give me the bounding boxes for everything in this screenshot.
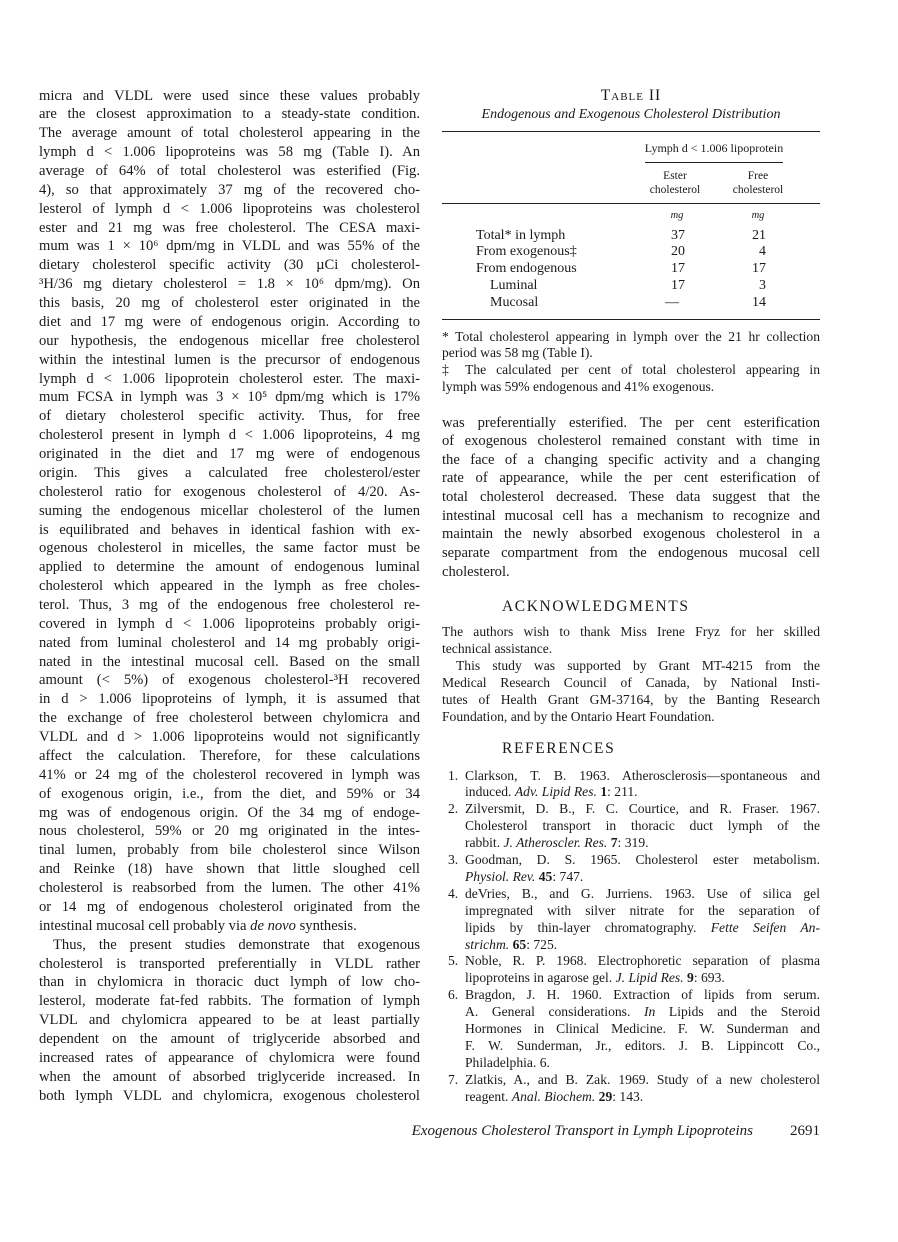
row-label: From exogenous‡: [476, 244, 577, 260]
body-text-line: tinal lumen, probably from bile cholesterol since Wilson: [39, 842, 420, 859]
body-text-line: cholesterol which appeared in the lymph as free choles-: [39, 578, 420, 595]
body-text-line: covered in lymph d < 1.006 lipoproteins probably origi-: [39, 615, 420, 632]
reference-number: 3.: [448, 852, 459, 867]
body-text-line: nated in the intestinal mucosal cell. Based on the small: [39, 653, 420, 670]
table-title: Endogenous and Exogenous Cholesterol Distribution: [481, 107, 781, 122]
body-text-line: origin. This gives a calculated free cholesterol/ester: [39, 464, 420, 481]
reference-line: impregnated with silver nitrate for the separation of: [465, 902, 820, 918]
page-number: 2691: [790, 1123, 820, 1139]
body-text-line: terol. Thus, 3 mg of the endogenous free cholesterol re-: [39, 596, 420, 613]
body-text-line: VLDL and d > 1.006 lipoproteins would not significantly: [39, 729, 420, 746]
body-text-line: intestinal mucosal cell has a mechanism to recognize and: [442, 507, 820, 524]
body-text-line: increased rates of appearance of chylomicra were found: [39, 1049, 420, 1066]
cell-free: 4: [759, 244, 766, 260]
body-text-line: cholesterol is transported preferentially in VLDL rather: [39, 955, 420, 972]
acknowledgments-heading: ACKNOWLEDGMENTS: [502, 598, 690, 615]
body-text-line: affect the calculation. Therefore, for these calculations: [39, 747, 420, 764]
body-text-line: both lymph VLDL and chylomicra, exogenous cholesterol: [39, 1087, 420, 1104]
footnote-line: ‡ The calculated per cent of total cholesterol appearing in: [442, 362, 820, 378]
group-header-rule: [645, 162, 783, 163]
cell-free: 21: [752, 227, 766, 243]
body-text-line: lesterol of lymph d < 1.006 lipoproteins was cholesterol: [39, 200, 420, 217]
reference-line: Hormones in Clinical Medicine. F. W. Sunderman and: [465, 1021, 820, 1036]
unit-free: mg: [751, 210, 765, 221]
reference-number: 1.: [448, 767, 459, 783]
cell-ester: 17: [671, 261, 685, 277]
body-text-line: of dietary cholesterol specific activity. Thus, for free: [39, 408, 420, 425]
body-text-line: are the closest approximation to a steady-state condition.: [39, 106, 420, 123]
body-text-line: lesterol, moderate fat-fed rabbits. The formation of lymph: [39, 993, 420, 1010]
reference-line: induced. Adv. Lipid Res. 1: 211.: [465, 784, 638, 800]
body-text-line: originated in the diet and 17 mg were of endogenous: [39, 446, 420, 463]
body-text-line: mum FCSA in lymph was 3 × 10⁵ dpm/mg which is 17%: [39, 389, 420, 406]
footnote-line: * Total cholesterol appearing in lymph over the 21 hr collection: [442, 328, 820, 344]
body-text-line: dependent on the amount of triglyceride absorbed and: [39, 1031, 420, 1047]
cell-free: 14: [752, 294, 766, 310]
table-bottom-rule: [442, 319, 820, 320]
body-text-line: dietary cholesterol specific activity (30 µCi cholesterol-: [39, 257, 420, 274]
references-heading: REFERENCES: [502, 740, 616, 757]
reference-line: reagent. Anal. Biochem. 29: 143.: [465, 1088, 644, 1104]
body-text-line: diet and 17 mg were of endogenous origin. According to: [39, 313, 420, 330]
reference-line: Philadelphia. 6.: [465, 1054, 550, 1070]
body-text-line: in d > 1.006 lipoproteins of lymph, it is assumed that: [39, 691, 420, 708]
row-label: Total* in lymph: [476, 227, 566, 243]
body-text-line: nated from luminal cholesterol and 14 mg probably origi-: [39, 634, 420, 651]
body-text-line: mum was 1 × 10⁶ dpm/mg in VLDL and was 55% of the: [39, 238, 420, 255]
table-group-header: Lymph d < 1.006 lipoprotein: [644, 141, 784, 155]
reference-line: Clarkson, T. B. 1963. Atherosclerosis—spontaneous and: [465, 767, 820, 783]
body-text-line: amount (< 5%) of exogenous cholesterol-³H recovered: [39, 672, 420, 689]
acknowledgment-line: Foundation, and by the Ontario Heart Foundation.: [442, 708, 715, 724]
acknowledgment-line: technical assistance.: [442, 640, 553, 656]
body-text-line: and Reinke (18) have shown that little sloughed cell: [39, 861, 420, 878]
reference-number: 4.: [448, 885, 459, 901]
acknowledgment-line: The authors wish to thank Miss Irene Fryz for her skilled: [442, 623, 820, 639]
reference-line: deVries, B., and G. Jurriens. 1963. Use of silica gel: [465, 885, 820, 901]
reference-line: Bragdon, J. H. 1960. Extraction of lipids from serum.: [465, 987, 820, 1003]
col-header-ester-1: Ester: [663, 170, 687, 182]
body-text-line: mg was of endogenous origin. Of the 34 mg of endoge-: [39, 804, 420, 821]
body-text-line: suming the endogenous micellar cholesterol of the lumen: [39, 502, 420, 519]
row-label: From endogenous: [476, 261, 577, 277]
body-text-line: 4), so that approximately 37 mg of the recovered cho-: [39, 181, 420, 198]
table-top-rule: [442, 131, 820, 132]
row-label: Luminal: [490, 277, 538, 293]
body-text-line: than in chylomicra in thoracic duct lymph of low cho-: [39, 974, 420, 991]
body-text-line: cholesterol present in lymph d < 1.006 lipoproteins, 4 mg: [39, 427, 420, 444]
body-text-line: ester and 21 mg was free cholesterol. The CESA maxi-: [39, 219, 420, 236]
reference-line: F. W. Sunderman, Jr., editors. J. B. Lippincott Co.,: [465, 1037, 820, 1053]
reference-number: 7.: [448, 1071, 459, 1087]
body-text-line: when the amount of absorbed triglyceride increased. In: [39, 1068, 420, 1085]
body-text-line: ogenous cholesterol in micelles, the same factor must be: [39, 540, 420, 557]
reference-line: Noble, R. P. 1968. Electrophoretic separation of plasma: [465, 953, 820, 969]
body-text-line: separate compartment from the endogenous mucosal cell: [442, 545, 820, 562]
body-text-line: nous cholesterol, 59% or 20 mg originated in the intes-: [39, 823, 420, 840]
reference-line: strichm. 65: 725.: [465, 936, 558, 952]
reference-line: Cholesterol transport in thoracic duct lymph of the: [465, 818, 820, 834]
table-header-rule: [442, 203, 820, 204]
reference-line: Zilversmit, D. B., F. C. Courtice, and R. Fraser. 1967.: [465, 801, 820, 817]
body-text-line: the face of a changing specific activity and a changing: [442, 451, 820, 468]
body-text-line: rate of appearance, while the per cent esterification of: [442, 470, 820, 487]
reference-number: 2.: [448, 801, 459, 817]
footnote-line: lymph was 59% endogenous and 41% exogenous.: [442, 379, 715, 395]
body-text-line: cholesterol ratio for exogenous cholesterol of 4/20. As-: [39, 483, 420, 500]
body-text-line: cholesterol.: [442, 563, 510, 580]
reference-line: Goodman, D. S. 1965. Cholesterol ester metabolism.: [465, 852, 820, 867]
table-label: Table II: [600, 87, 662, 104]
cell-free: 3: [759, 277, 766, 293]
body-text-line: Thus, the present studies demonstrate that exogenous: [53, 936, 420, 953]
body-text-line: applied to determine the amount of endogenous luminal: [39, 559, 420, 576]
body-text-line: total cholesterol decreased. These data suggest that the: [442, 489, 820, 506]
body-text-line: was preferentially esterified. The per cent esterification: [442, 414, 820, 431]
body-text-line: micra and VLDL were used since these values probably: [39, 87, 420, 104]
body-text-line: of exogenous cholesterol remained constant with time in: [442, 433, 820, 450]
reference-line: Zlatkis, A., and B. Zak. 1969. Study of a new cholesterol: [465, 1071, 820, 1087]
body-text-line: or 14 mg of endogenous cholesterol originated from the: [39, 898, 420, 915]
body-text-line: cholesterol is reabsorbed from the lumen. The other 41%: [39, 880, 420, 897]
row-label: Mucosal: [490, 294, 539, 310]
reference-line: lipids by thin-layer chromatography. Fette Seifen An-: [465, 919, 820, 935]
reference-line: lipoproteins in agarose gel. J. Lipid Res. 9: 693.: [465, 970, 725, 986]
col-header-ester-2: cholesterol: [649, 184, 701, 196]
col-header-free-1: Free: [747, 170, 769, 182]
body-text-line: within the intestinal lumen is the precursor of endogenous: [39, 351, 420, 368]
reference-line: Physiol. Rev. 45: 747.: [465, 868, 584, 884]
reference-number: 6.: [448, 987, 459, 1003]
body-text-line: this basis, 20 mg of cholesterol ester originated in the: [39, 295, 420, 312]
cell-ester: —: [665, 294, 679, 310]
unit-ester: mg: [670, 210, 684, 221]
acknowledgment-line: tutes of Health Grant GM-37164, by the Banting Research: [442, 691, 820, 707]
footnote-line: period was 58 mg (Table I).: [442, 345, 593, 361]
body-text-line: lymph d < 1.006 lipoprotein cholesterol ester. The maxi-: [39, 370, 420, 387]
running-title: Exogenous Cholesterol Transport in Lymph Lipoproteins: [411, 1123, 753, 1139]
body-text-line: the exchange of free cholesterol between chylomicra and: [39, 710, 420, 727]
reference-line: rabbit. J. Atheroscler. Res. 7: 319.: [465, 835, 649, 851]
reference-number: 5.: [448, 953, 459, 969]
body-text-line: lymph d < 1.006 lipoproteins was 58 mg (Table I). An: [39, 144, 420, 161]
cell-ester: 37: [671, 227, 685, 243]
body-text-line: intestinal mucosal cell probably via de novo synthesis.: [39, 917, 357, 934]
body-text-line: of exogenous origin, i.e., from the diet, and 59% or 34: [39, 785, 420, 802]
acknowledgment-line: This study was supported by Grant MT-4215 from the: [456, 657, 820, 673]
body-text-line: our hypothesis, the endogenous micellar free cholesterol: [39, 332, 420, 349]
reference-line: A. General considerations. In Lipids and the Steroid: [465, 1004, 820, 1020]
body-text-line: ³H/36 mg dietary cholesterol = 1.8 × 10⁶ dpm/mg). On: [39, 276, 420, 293]
body-text-line: The average amount of total cholesterol appearing in the: [39, 125, 420, 142]
cell-ester: 17: [671, 277, 685, 293]
body-text-line: maintain the newly absorbed exogenous cholesterol in a: [442, 526, 820, 543]
col-header-free-2: cholesterol: [732, 184, 784, 196]
cell-free: 17: [752, 261, 766, 277]
body-text-line: VLDL and chylomicra appeared to be at least partially: [39, 1012, 420, 1029]
cell-ester: 20: [671, 244, 685, 260]
body-text-line: is equilibrated and behaves in identical fashion with ex-: [39, 521, 420, 538]
acknowledgment-line: Medical Research Council of Canada, by National Insti-: [442, 674, 820, 690]
body-text-line: average of 64% of total cholesterol was esterified (Fig.: [39, 162, 420, 179]
body-text-line: 41% or 24 mg of the cholesterol recovered in lymph was: [39, 766, 420, 783]
